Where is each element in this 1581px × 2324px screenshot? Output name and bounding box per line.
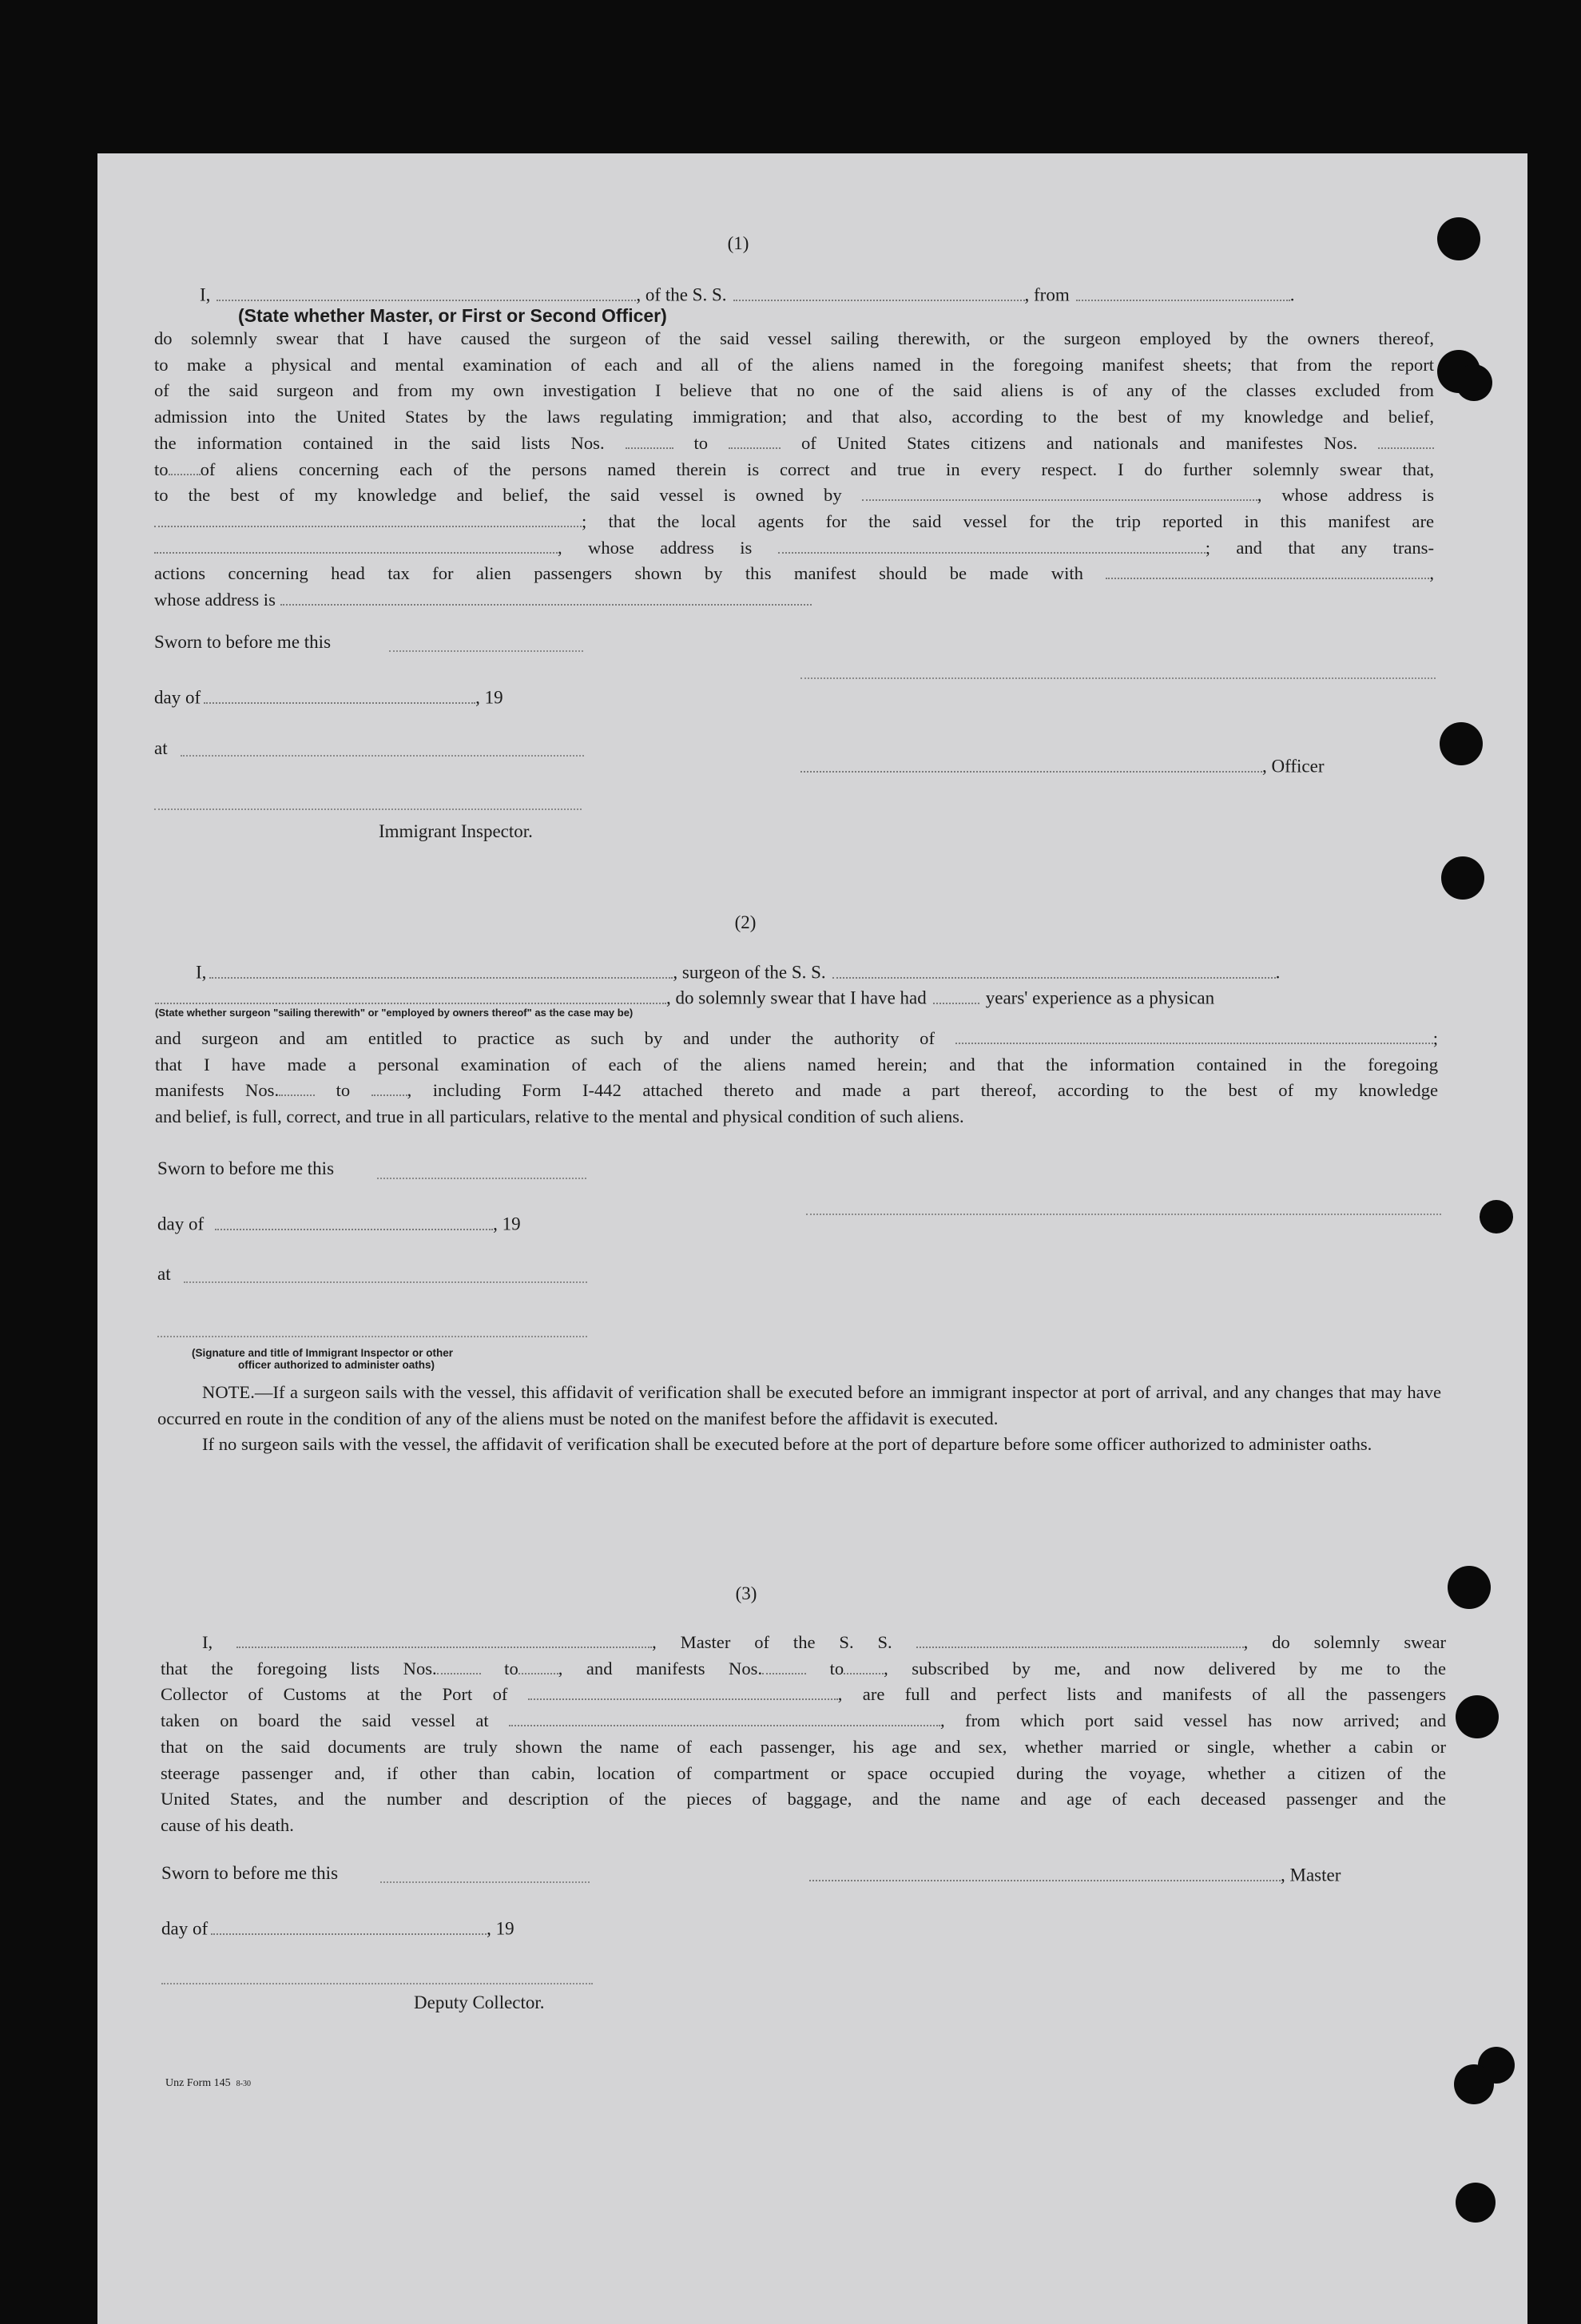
s2-day-of: day of , 19 <box>157 1212 521 1235</box>
s2-line1: I, , surgeon of the S. S. . <box>196 960 1438 983</box>
s3-paragraph: I, , Master of the S. S. , do solemnly swear that the foregoing lists Nos. to , and manifests Nos. to , subscribed by me, and now delivered by me to the Collector of Customs at the Port of , are full and perfect lists and manifests of all the passengers taken on board the said vessel at , from which port said vessel has now arrived; and that on the said documents are truly shown the name of each passenger, his age and sex, whether married or single, whether a cabin or steerage passenger and, if other than cabin, location of compartment or space occupied during the voyage, whether a citizen of the United States, and the number and description of the pieces of baggage, and the name and age of each deceased passenger and the cause of his death. <box>161 1630 1446 1839</box>
s3-master: , Master <box>809 1863 1341 1886</box>
s1-inspector: Immigrant Inspector. <box>379 821 533 841</box>
s1-sworn: Sworn to before me this <box>154 632 332 652</box>
s1-paragraph: do solemnly swear that I have caused the surgeon of the said vessel sailing therewith, or the surgeon employed by the owners thereof, to make a physical and mental examination of each and all of the aliens named in the foregoing manifest sheets; that from the report of the said surgeon and from my own investigation I believe that no one of the said aliens is of any of the classes excluded from admission into the United States by the laws regulating immigration; and that also, according to the best of my knowledge and belief, the information contained in the said lists Nos. to of United States citizens and nationals and manifestes Nos. to of aliens concerning each of the persons named therein is correct and true in every respect. I do further solemnly swear that, to the best of my knowledge and belief, the said vessel is owned by , whose address is ; that the local agents for the said vessel for the trip reported in this manifest are , whose address is ; and that any trans- actions concerning head tax for alien passengers shown by this manifest should be made with , whose address is <box>154 328 1435 610</box>
blank-name <box>216 283 636 301</box>
s1-at: at <box>154 738 168 758</box>
section1-number: (1) <box>727 233 749 253</box>
s1-day-of: day of , 19 <box>154 685 503 709</box>
s2-surgeon-sig-line <box>806 1214 1441 1215</box>
s2-caption: (State whether surgeon "sailing therewith" or "employed by owners thereof" as the case may be) <box>155 1007 634 1019</box>
punch-hole <box>1456 2183 1496 2223</box>
section3-number: (3) <box>735 1583 757 1603</box>
punch-hole <box>1440 722 1483 765</box>
s2-sig-caption-1: (Signature and title of Immigrant Inspector or other <box>192 1347 454 1359</box>
punch-hole <box>1441 856 1484 900</box>
punch-hole <box>1448 1566 1491 1609</box>
s1-officer-sig-line <box>800 677 1436 679</box>
punch-hole <box>1454 2064 1494 2104</box>
form-sheet <box>97 153 1527 2324</box>
s3-day-of: day of , 19 <box>161 1917 514 1940</box>
blank-from <box>1076 283 1290 301</box>
s3-collector: Deputy Collector. <box>414 1992 545 2012</box>
s2-sworn: Sworn to before me this <box>157 1158 335 1178</box>
s1-line1: I, , of the S. S. , from . <box>200 283 1446 306</box>
section2-number: (2) <box>734 912 757 932</box>
blank-vessel <box>733 283 1025 301</box>
s3-sworn: Sworn to before me this <box>161 1863 339 1883</box>
s2-at: at <box>157 1264 171 1284</box>
s1-officer: , Officer <box>800 754 1324 777</box>
s2-note: NOTE.—If a surgeon sails with the vessel, this affidavit of verification shall be executed before an immigrant inspector at port of arrival, and any changes that may have occurred en route in the condition of any of the aliens must be noted on the manifest before the affidavit is executed. If no surgeon sails with the vessel, the affidavit of verification shall be executed before at the port of departure before some officer authorized to administer oaths. <box>157 1382 1441 1455</box>
punch-hole <box>1456 364 1492 401</box>
punch-hole <box>1437 217 1480 260</box>
punch-hole <box>1480 1200 1513 1234</box>
form-number: Unz Form 145 8-30 <box>165 2077 252 2089</box>
punch-hole <box>1456 1695 1499 1738</box>
s1-caption: (State whether Master, or First or Second Officer) <box>238 305 667 326</box>
s2-line2: , do solemnly swear that I have had years' experience as a physican <box>155 986 1441 1009</box>
s2-paragraph: and surgeon and am entitled to practice as such by and under the authority of ; that I have made a personal examination of each of the aliens named herein; and that the information contained in the foregoing manifests Nos. to , including Form I-442 attached thereto and made a part thereof, according to the best of my knowledge and belief, is full, correct, and true in all particulars, relative to the mental and physical condition of such aliens. <box>155 1026 1438 1130</box>
s2-sig-caption-2: officer authorized to administer oaths) <box>238 1359 435 1371</box>
